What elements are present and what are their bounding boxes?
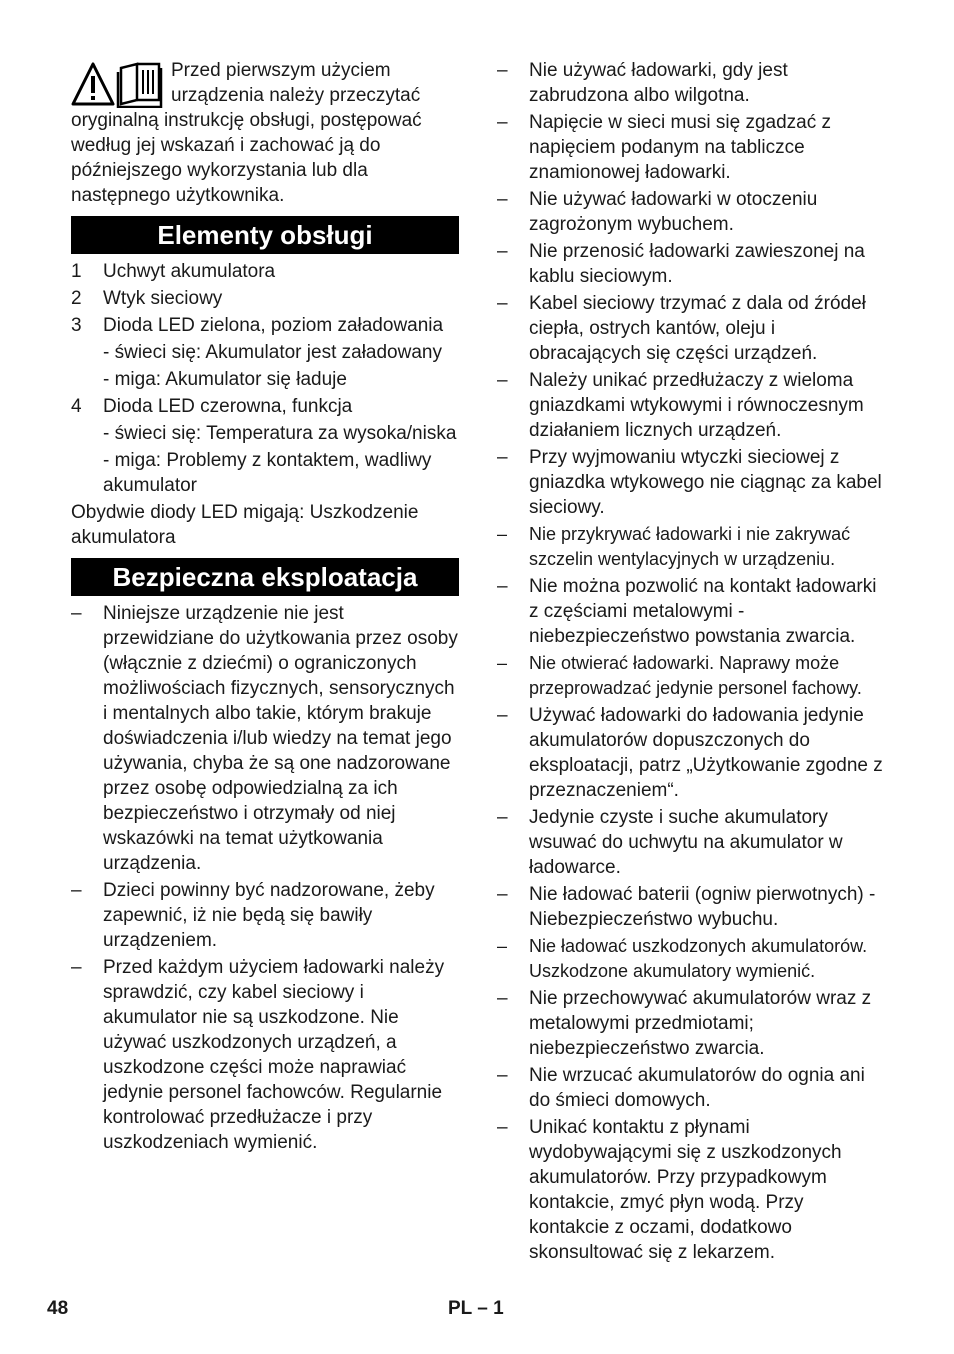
item-number: 2 (71, 288, 82, 309)
list-item (497, 445, 889, 520)
item-text: Napięcie w sieci musi się zgadzać z napięciem podanym na tabliczce znamionowej ładowarki. (529, 112, 832, 183)
item-text: Przy wyjmowaniu wtyczki sieciowej z gniazdka wtykowego nie ciągnąc za kabel sieciowy. (529, 447, 882, 518)
item-text: Nie przechowywać akumulatorów wraz z metalowymi przedmiotami; niebezpieczeństwo zwarcia. (529, 988, 872, 1059)
list-item (497, 574, 889, 649)
item-text: Nie wrzucać akumulatorów do ognia ani do śmieci domowych. (529, 1065, 865, 1111)
item-text: Nie ładować baterii (ogniw pierwotnych) - Niebezpieczeństwo wybuchu. (529, 884, 876, 930)
list-item (497, 651, 889, 701)
dash-bullet: – (71, 603, 82, 624)
dash-bullet: – (497, 189, 508, 210)
list-item (497, 239, 889, 289)
list-item (497, 703, 889, 803)
section-title-controls: Elementy obsługi (71, 216, 459, 254)
dash-bullet: – (497, 1117, 508, 1138)
footer-language (448, 1298, 504, 1320)
list-item (71, 878, 459, 953)
list-item (71, 955, 459, 1155)
both-leds-note: Obydwie diody LED migają: Uszkodzenie akumulatora (71, 502, 419, 548)
dash-bullet: – (497, 1065, 508, 1086)
dash-bullet: – (497, 112, 508, 133)
list-item (71, 286, 459, 311)
dash-bullet: – (497, 447, 508, 468)
dash-bullet: – (497, 60, 508, 81)
item-text: Nie można pozwolić na kontakt ładowarki z częściami metalowymi - niebezpieczeństwo powstania zwarcia. (529, 576, 877, 647)
left-column (71, 58, 459, 1157)
list-item (497, 291, 889, 366)
section-title-safety: Bezpieczna eksploatacja (71, 558, 459, 596)
sub-item: - świeci się: Temperatura za wysoka/niska (103, 423, 457, 444)
item-text: Kabel sieciowy trzymać z dala od źródeł ciepła, ostrych kantów, oleju i obracających się części urządzeń. (529, 293, 866, 364)
dash-bullet: – (497, 988, 508, 1009)
item-text: Dioda LED czerowna, funkcja (103, 396, 353, 417)
item-text: Dioda LED zielona, poziom załadowania (103, 315, 444, 336)
dash-bullet: – (71, 880, 82, 901)
item-text: Nie używać ładowarki, gdy jest zabrudzona albo wilgotna. (529, 60, 788, 106)
item-text: Niniejsze urządzenie nie jest przewidziane do użytkowania przez osoby (włącznie z dziećmi) o ograniczonych możliwościach fizycznych, sensorycznych i mentalnych albo takie, którym brakuje doświadczenia i/lub wiedzy na temat jego używania, chyba że są one nadzorowane przez osobę odpowiedzialną za ich bezpieczeństwo i otrzymały od niej wskazówki na temat użytkowania urządzenia. (103, 603, 458, 874)
footer-lang-code: PL (448, 1298, 472, 1319)
dash-bullet: – (497, 807, 508, 828)
list-item (497, 805, 889, 880)
item-text: Dzieci powinny być nadzorowane, żeby zapewnić, iż nie będą się bawiły urządzeniem. (103, 880, 435, 951)
dash-bullet: – (497, 241, 508, 262)
dash-bullet: – (497, 370, 508, 391)
list-item (71, 394, 459, 419)
dash-bullet: – (497, 884, 508, 905)
list-item (497, 368, 889, 443)
list-item (497, 1063, 889, 1113)
item-text: Nie przenosić ładowarki zawieszonej na kablu sieciowym. (529, 241, 865, 287)
footer-section-number: – 1 (477, 1298, 504, 1319)
page-number: 48 (47, 1298, 69, 1319)
sub-item: - świeci się: Akumulator jest załadowany (103, 342, 442, 363)
item-text: Nie ładować uszkodzonych akumulatorów. Uszkodzone akumulatory wymienić. (529, 936, 868, 981)
item-text: Przed każdym użyciem ładowarki należy sprawdzić, czy kabel sieciowy i akumulator nie są uszkodzone. Nie używać uszkodzonych urządzeń, a uszkodzone części może naprawiać jedynie personel fachowców. Regularnie kontrolować przedłużacze i przy uszkodzeniach wymienić. (103, 957, 445, 1153)
list-item (497, 58, 889, 108)
list-item (497, 110, 889, 185)
list-item (497, 522, 889, 572)
intro-block (71, 58, 459, 208)
item-text: Jedynie czyste i suche akumulatory wsuwać do uchwytu na akumulator w ładowarce. (529, 807, 843, 878)
list-item (71, 313, 459, 338)
dash-bullet: – (497, 576, 508, 597)
item-number: 1 (71, 261, 82, 282)
item-number: 4 (71, 396, 82, 417)
list-item (497, 882, 889, 932)
item-text: Nie otwierać ładowarki. Naprawy może przeprowadzać jedynie personel fachowy. (529, 653, 862, 698)
item-text: Używać ładowarki do ładowania jedynie akumulatorów dopuszczonych do eksploatacji, patrz „Użytkowanie zgodne z przeznaczeniem“. (529, 705, 883, 801)
dash-bullet: – (497, 936, 508, 956)
item-text: Nie przykrywać ładowarki i nie zakrywać szczelin wentylacyjnych w urządzeniu. (529, 524, 851, 569)
item-text: Należy unikać przedłużaczy z wieloma gniazdkami wtykowymi i równoczesnym działaniem licznych urządzeń. (529, 370, 864, 441)
dash-bullet: – (497, 653, 508, 673)
dash-bullet: – (497, 524, 508, 544)
dash-bullet: – (497, 293, 508, 314)
intro-text: Przed pierwszym użyciem urządzenia należy przeczytać oryginalną instrukcję obsługi, postępować według jej wskazań i zachować ją do późniejszego wykorzystania lub dla następnego użytkownika. (71, 60, 422, 206)
list-item (497, 986, 889, 1061)
dash-bullet: – (497, 705, 508, 726)
item-text: Nie używać ładowarki w otoczeniu zagrożonym wybuchem. (529, 189, 818, 235)
list-item (71, 259, 459, 284)
sub-item: - miga: Akumulator się ładuje (103, 369, 347, 390)
sub-item: - miga: Problemy z kontaktem, wadliwy akumulator (103, 450, 432, 496)
dash-bullet: – (71, 957, 82, 978)
item-text: Wtyk sieciowy (103, 288, 223, 309)
list-item (497, 187, 889, 237)
right-column (497, 58, 889, 1267)
item-text: Unikać kontaktu z płynami wydobywającymi się z uszkodzonych akumulatorów. Przy przypadkowym kontakcie, zmyć płyn wodą. Przy kontakcie z oczami, dodatkowo skonsultować się z lekarzem. (529, 1117, 842, 1263)
warning-manual-icon (71, 60, 167, 108)
item-number: 3 (71, 315, 82, 336)
list-item (497, 1115, 889, 1265)
item-text: Uchwyt akumulatora (103, 261, 276, 282)
list-item (497, 934, 889, 984)
list-item (71, 601, 459, 876)
